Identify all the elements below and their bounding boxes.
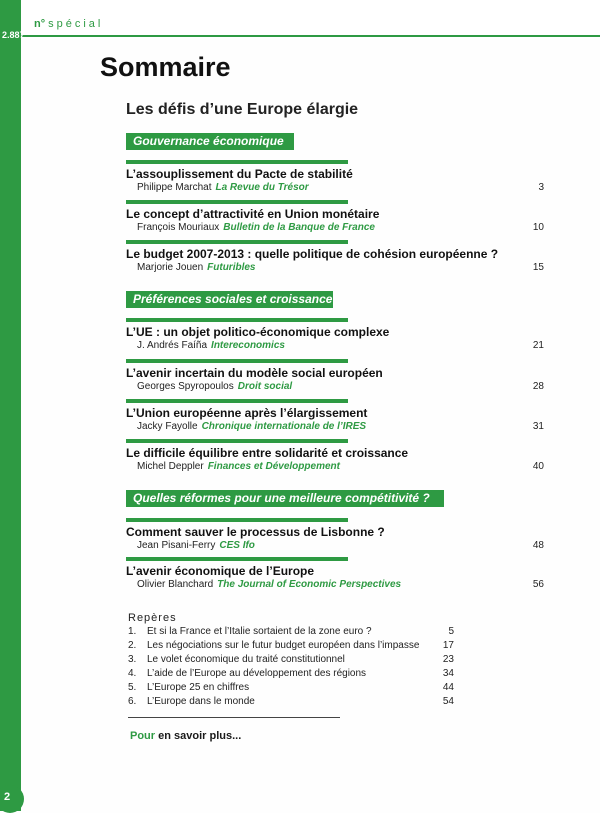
article-author: François Mouriaux: [137, 222, 220, 233]
article-title[interactable]: L’avenir incertain du modèle social européen: [126, 366, 383, 380]
article-source: Chronique internationale de l’IRES: [201, 421, 367, 432]
toc-entry[interactable]: [126, 439, 544, 474]
entry-rule: [126, 240, 348, 244]
entry-rule: [126, 200, 348, 204]
reperes-num: 1.: [128, 626, 137, 637]
article-author: Philippe Marchat: [137, 182, 212, 193]
reperes-num: 6.: [128, 696, 137, 707]
article-page: 48: [532, 540, 544, 551]
reperes-text[interactable]: Le volet économique du traité constitutionnel: [147, 654, 345, 665]
article-title[interactable]: Le concept d’attractivité en Union monétaire: [126, 207, 380, 221]
reperes-num: 4.: [128, 668, 137, 679]
toc-entry[interactable]: [126, 200, 544, 235]
article-source: CES Ifo: [219, 540, 255, 551]
reperes-page: 17: [442, 640, 454, 651]
article-source: Bulletin de la Banque de France: [223, 222, 375, 233]
article-page: 56: [532, 579, 544, 590]
article-title[interactable]: L’Union européenne après l’élargissement: [126, 406, 368, 420]
toc-entry[interactable]: [126, 240, 544, 275]
article-meta: [126, 181, 544, 195]
article-title[interactable]: Le budget 2007-2013 : quelle politique de cohésion européenne ?: [126, 247, 499, 261]
article-author: Jean Pisani-Ferry: [137, 540, 216, 551]
article-title[interactable]: L’avenir économique de l’Europe: [126, 564, 315, 578]
page-number: 2: [4, 791, 11, 803]
article-title[interactable]: L’assouplissement du Pacte de stabilité: [126, 167, 353, 181]
top-rule: [21, 35, 600, 37]
entry-rule: [126, 359, 348, 363]
page-subtitle: Les défis d’une Europe élargie: [126, 101, 359, 118]
article-source: Droit social: [237, 381, 293, 392]
article-source: Intereconomics: [211, 340, 285, 351]
article-meta: [126, 339, 544, 353]
reperes-rule: [128, 717, 340, 718]
page-title: Sommaire: [100, 52, 231, 82]
reperes-title: Repères: [128, 612, 177, 624]
reperes-page: 34: [442, 668, 454, 679]
article-page: 10: [532, 222, 544, 233]
reperes-page: 23: [442, 654, 454, 665]
article-title[interactable]: L’UE : un objet politico-économique complexe: [126, 325, 390, 339]
entry-rule: [126, 160, 348, 164]
article-meta: [126, 261, 544, 275]
article-title[interactable]: Le difficile équilibre entre solidarité et croissance: [126, 446, 409, 460]
left-green-margin: [0, 0, 21, 811]
more-accent: Pour: [130, 730, 156, 742]
toc-entry[interactable]: [126, 359, 544, 394]
reperes-page: 44: [442, 682, 454, 693]
article-author: Jacky Fayolle: [137, 421, 198, 432]
more-link[interactable]: [130, 730, 241, 742]
article-meta: [126, 539, 544, 553]
entry-rule: [126, 399, 348, 403]
section-heading-gouvernance: Gouvernance économique: [126, 133, 294, 150]
article-source: The Journal of Economic Perspectives: [217, 579, 402, 590]
article-meta: [126, 420, 544, 434]
article-page: 40: [532, 461, 544, 472]
article-source: Futuribles: [207, 262, 256, 273]
reperes-num: 5.: [128, 682, 137, 693]
toc-entry[interactable]: [126, 518, 544, 553]
toc-entry[interactable]: [126, 318, 544, 353]
article-author: J. Andrés Faíña: [137, 340, 208, 351]
section-heading-preferences: Préférences sociales et croissance: [126, 291, 333, 308]
article-author: Georges Spyropoulos: [137, 381, 234, 392]
reperes-item[interactable]: [128, 639, 454, 653]
article-meta: [126, 578, 544, 592]
section-heading-reformes: Quelles réformes pour une meilleure compétitivité ?: [126, 490, 444, 507]
special-text: spécial: [48, 18, 104, 30]
article-author: Marjorie Jouen: [137, 262, 204, 273]
article-source: La Revue du Trésor: [215, 182, 309, 193]
entry-rule: [126, 439, 348, 443]
article-page: 15: [532, 262, 544, 273]
reperes-page: 5: [448, 626, 454, 637]
reperes-text[interactable]: L’Europe 25 en chiffres: [147, 682, 250, 693]
reperes-page: 54: [442, 696, 454, 707]
special-label: [34, 18, 103, 30]
article-page: 31: [532, 421, 544, 432]
article-meta: [126, 380, 544, 394]
entry-rule: [126, 557, 348, 561]
reperes-item[interactable]: [128, 667, 454, 681]
article-page: 21: [532, 340, 544, 351]
toc-entry[interactable]: [126, 160, 544, 195]
toc-entry[interactable]: [126, 399, 544, 434]
article-author: Michel Deppler: [137, 461, 204, 472]
reperes-text[interactable]: Les négociations sur le futur budget européen dans l’impasse: [147, 640, 420, 651]
toc-entry[interactable]: [126, 557, 544, 592]
issue-number: 2.887: [2, 30, 25, 40]
reperes-item[interactable]: [128, 653, 454, 667]
reperes-text[interactable]: L’aide de l’Europe au développement des régions: [147, 668, 367, 679]
article-meta: [126, 221, 544, 235]
reperes-item[interactable]: [128, 625, 454, 639]
entry-rule: [126, 318, 348, 322]
article-source: Finances et Développement: [207, 461, 340, 472]
article-page: 3: [538, 182, 544, 193]
issue-prefix: n°: [34, 18, 46, 30]
article-author: Olivier Blanchard: [137, 579, 214, 590]
reperes-num: 2.: [128, 640, 137, 651]
entry-rule: [126, 518, 348, 522]
more-rest: en savoir plus...: [158, 730, 242, 742]
reperes-num: 3.: [128, 654, 137, 665]
reperes-item[interactable]: [128, 695, 454, 709]
article-title[interactable]: Comment sauver le processus de Lisbonne ?: [126, 525, 385, 539]
reperes-item[interactable]: [128, 681, 454, 695]
article-page: 28: [532, 381, 544, 392]
article-meta: [126, 460, 544, 474]
reperes-text[interactable]: L’Europe dans le monde: [147, 696, 255, 707]
reperes-text[interactable]: Et si la France et l’Italie sortaient de la zone euro ?: [147, 626, 372, 637]
